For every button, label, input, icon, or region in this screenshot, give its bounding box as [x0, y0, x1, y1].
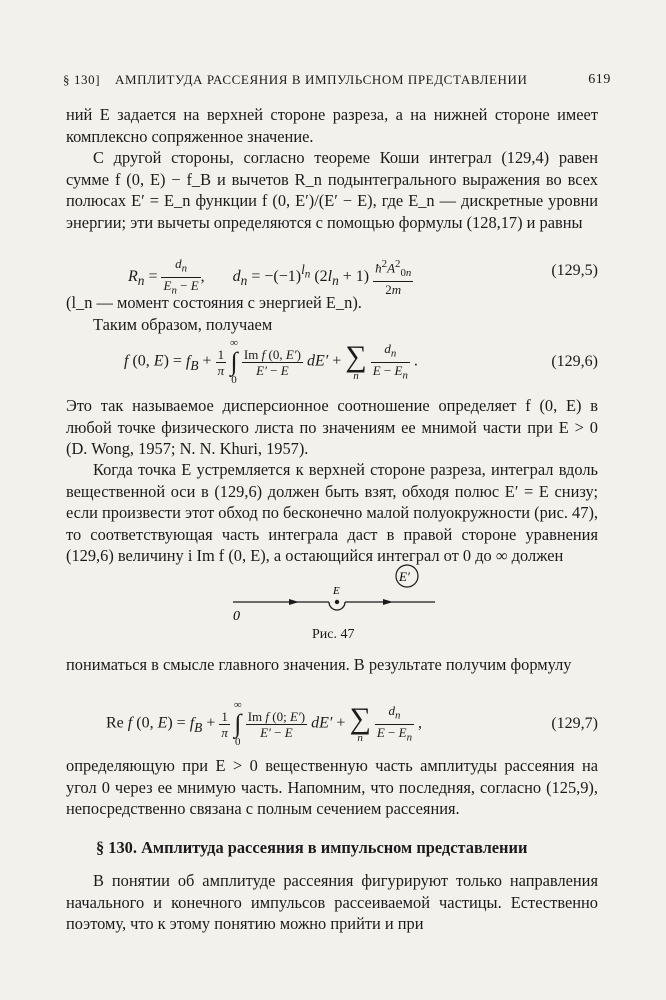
paragraph-5-text: Это так называемое дисперсионное соотношение определяет f (0, E) в любой точке физического листа по значениям ее мнимой части при E > 0 (D. Wong, 1957; N. N. Khuri, 1957). — [66, 396, 598, 458]
equation-129-5 — [66, 252, 598, 298]
contour-diagram — [225, 562, 445, 628]
paragraph-2 — [66, 147, 598, 233]
paragraph-1 — [66, 104, 598, 147]
header-section-ref: § 130] — [63, 72, 101, 87]
label-circled: E′ — [399, 569, 410, 584]
paragraph-6-text: Когда точка E устремляется к верхней стороне разреза, интеграл вдоль вещественной оси в (129,6) должен быть взят, обходя полюс E′ = E снизу; если произвести этот обход по бесконечно малой полуокружности (рис. 47), то соответствующая часть интеграла даст в правой стороне уравнения (129,6) величину i Im f (0, E), а остающийся интеграл от 0 до ∞ должен — [66, 460, 598, 565]
equation-129-7-formula: Re f (0, $E) = f_B$ + $\frac{1}{\pi}$ ∞ ∫ 0 $\frac{\text{Im f (0; E′)}}{E' - E}$ dE′ + ∑ n $\frac{d_n}{E - E_n}$ , — [106, 699, 422, 748]
paragraph-2-text: С другой стороны, согласно теореме Коши интеграл (129,4) равен сумме f (0, E) − f_B и вычетов R_n подынтегрального выражения во всех полюсах E′ = E_n функции f (0, E′)/(E′ − E), где E_n — дискретные уровни энергии; эти вычеты определяются с помощью формулы (128,17) и равны — [66, 148, 598, 232]
arrow-right-segment — [383, 599, 393, 605]
header-title: АМПЛИТУДА РАССЕЯНИЯ В ИМПУЛЬСНОМ ПРЕДСТАВЛЕНИИ — [115, 72, 528, 87]
figure-caption: Рис. 47 — [312, 627, 355, 642]
paragraph-3-text: (l_n — момент состояния с энергией E_n). — [66, 293, 362, 312]
equation-number: (129,7) — [551, 715, 598, 732]
equation-129-6-formula: f (0, $E) = f_B$ + $\frac{1}{\pi}$ ∞ ∫ 0 $\frac{\text{Im f (0, E′)}}{E' - E}$ dE′ + ∑ n $\frac{d_n}{E - E_n}$ . — [124, 337, 418, 386]
paragraph-7 — [66, 654, 598, 676]
label-origin: 0 — [233, 609, 240, 624]
paragraph-6 — [66, 459, 598, 567]
equation-number: (129,6) — [551, 353, 598, 370]
label-pole: E — [333, 585, 340, 597]
paragraph-4 — [66, 314, 598, 336]
equation-129-5-formula: $R_n$ = $\frac{d_n}{E_n - E}$ , $d_n = -(-1)^{l_n}$ $(2l_n + 1)$ $\frac{ħ^2A^2_{0n}}{2m}$ — [128, 256, 412, 298]
paragraph-9 — [66, 870, 598, 935]
figure-47 — [225, 562, 445, 628]
paragraph-4-text: Таким образом, получаем — [93, 315, 273, 334]
equation-number: (129,5) — [551, 262, 598, 279]
equation-129-6 — [66, 336, 598, 394]
arrow-left-segment — [289, 599, 299, 605]
paragraph-7-text: пониматься в смысле главного значения. В результате получим формулу — [66, 655, 572, 674]
paragraph-5 — [66, 395, 598, 460]
paragraph-1-text: ний E задается на верхней стороне разреза, а на нижней стороне имеет комплексно сопряженное значение. — [66, 105, 598, 146]
paragraph-8 — [66, 755, 598, 820]
paragraph-3 — [66, 292, 598, 314]
page-number: 619 — [588, 72, 611, 87]
paragraph-8-text: определяющую при E > 0 вещественную часть амплитуды рассеяния на угол 0 через ее мнимую часть. Напомним, что последняя, согласно (125,9), непосредственно связана с полным сечением рассеяния. — [66, 756, 598, 818]
equation-129-7 — [66, 698, 598, 756]
pole-point — [335, 600, 339, 604]
section-heading: § 130. Амплитуда рассеяния в импульсном представлении — [96, 838, 528, 857]
paragraph-9-text: В понятии об амплитуде рассеяния фигурируют только направления начального и конечного импульсов рассеиваемой частицы. Естественно поэтому, что к этому понятию можно прийти и при — [66, 871, 598, 933]
